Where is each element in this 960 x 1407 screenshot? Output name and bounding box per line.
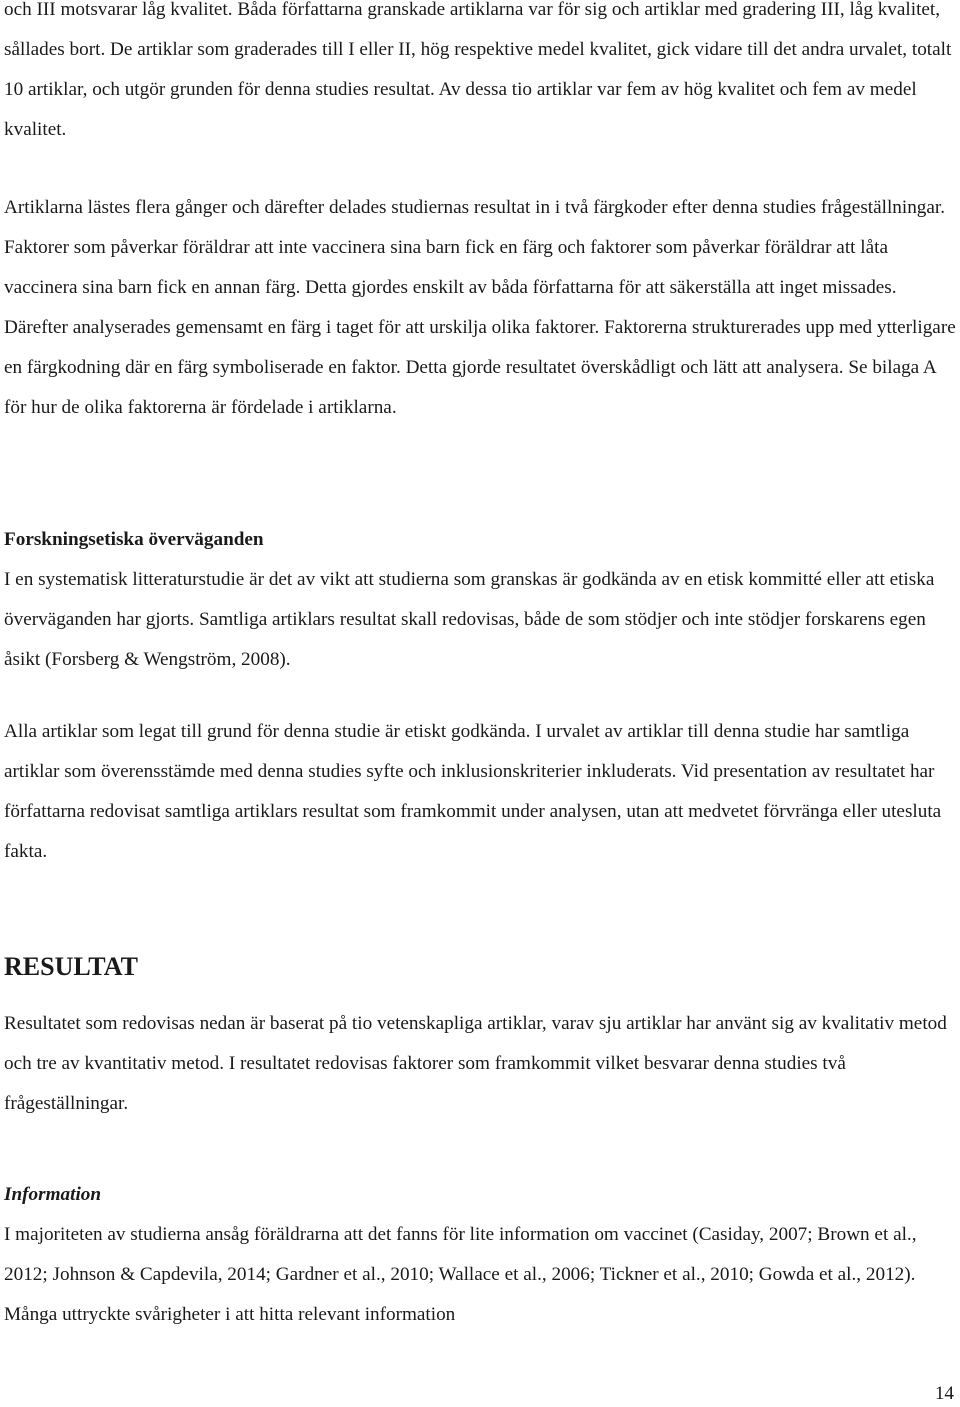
paragraph-ethics-approval bbox=[4, 712, 956, 872]
sentence: I urvalet av artiklar till denna studie har samtliga artiklar som överensstämde med denna studies syfte och inklusionskriterier inkluderats. bbox=[4, 721, 910, 782]
paragraph-quality-grading bbox=[4, 0, 956, 150]
page-number: 14 bbox=[934, 1383, 954, 1404]
sentence: Artiklarna lästes flera gånger och därefter delades studiernas resultat in i två färgkoder efter denna studies frågeställningar. bbox=[4, 197, 946, 218]
sentence: Detta gjorde resultatet överskådligt och lätt att analysera. bbox=[405, 357, 844, 378]
sentence: Faktorer som påverkar föräldrar att inte vaccinera sina barn fick en färg och faktorer som påverkar föräldrar att låta vaccinera sina barn fick en annan färg. bbox=[4, 237, 888, 298]
paragraph-information bbox=[4, 1215, 956, 1335]
sentence: I en systematisk litteraturstudie är det av vikt att studierna som granskas är godkända av en etisk kommitté eller att etiska överväganden har gjorts. bbox=[4, 569, 935, 630]
sentence: Se bilaga A för hur de olika faktorerna är fördelade i artiklarna. bbox=[4, 357, 936, 418]
sentence: Resultatet som redovisas nedan är baserat på tio vetenskapliga artiklar, varav sju artiklar har använt sig av kvalitativ metod och tre av kvantitativ metod. bbox=[4, 1013, 947, 1074]
sentence: I resultatet redovisas faktorer som framkommit vilket besvarar denna studies två frågeställningar. bbox=[4, 1053, 846, 1114]
sentence: Många uttryckte svårigheter i att hitta relevant information bbox=[4, 1304, 456, 1325]
sentence: och III motsvarar låg kvalitet. Båda författarna granskade artiklarna var för sig och artiklar med gradering III, låg kvalitet, sållades bort. De artiklar som graderades till I eller II, hög respektive medel kvalitet, gick vidare till det andra urvalet, totalt 10 artiklar, och utgör grunden för denna studies resultat. bbox=[4, 0, 952, 100]
sentence: Av dessa tio artiklar var fem av hög kvalitet och fem av medel kvalitet. bbox=[4, 79, 917, 140]
sentence: Detta gjordes enskilt av båda författarna för att säkerställa att inget missades. bbox=[305, 277, 897, 298]
ethics-heading: Forskningsetiska överväganden bbox=[4, 529, 264, 550]
sentence: Därefter analyserades gemensamt en färg i taget för att urskilja olika faktorer. bbox=[4, 317, 600, 338]
results-heading: RESULTAT bbox=[4, 952, 138, 981]
paragraph-color-coding bbox=[4, 188, 956, 428]
paragraph-results-overview bbox=[4, 1004, 956, 1124]
sentence: Faktorerna strukturerades upp med ytterligare en färgkodning där en färg symboliserade en faktor. bbox=[4, 317, 956, 378]
sentence: Vid presentation av resultatet har författarna redovisat samtliga artiklars resultat som framkommit under analysen, utan att medvetet förvränga eller utesluta fakta. bbox=[4, 761, 942, 862]
sentence: Alla artiklar som legat till grund för denna studie är etiskt godkända. bbox=[4, 721, 531, 742]
paragraph-ethics-review bbox=[4, 560, 956, 680]
information-subheading: Information bbox=[4, 1184, 102, 1205]
sentence: I majoriteten av studierna ansåg föräldrarna att det fanns för lite information om vaccinet (Casiday, 2007; Brown et al., 2012; Johnson & Capdevila, 2014; Gardner et al., 2010; Wallace et al., 2006; Tickner et al., 2010; Gowda et al., 2012). bbox=[4, 1224, 917, 1285]
sentence: Samtliga artiklars resultat skall redovisas, både de som stödjer och inte stödjer forskarens egen åsikt (Forsberg & Wengström, 2008). bbox=[4, 609, 926, 670]
